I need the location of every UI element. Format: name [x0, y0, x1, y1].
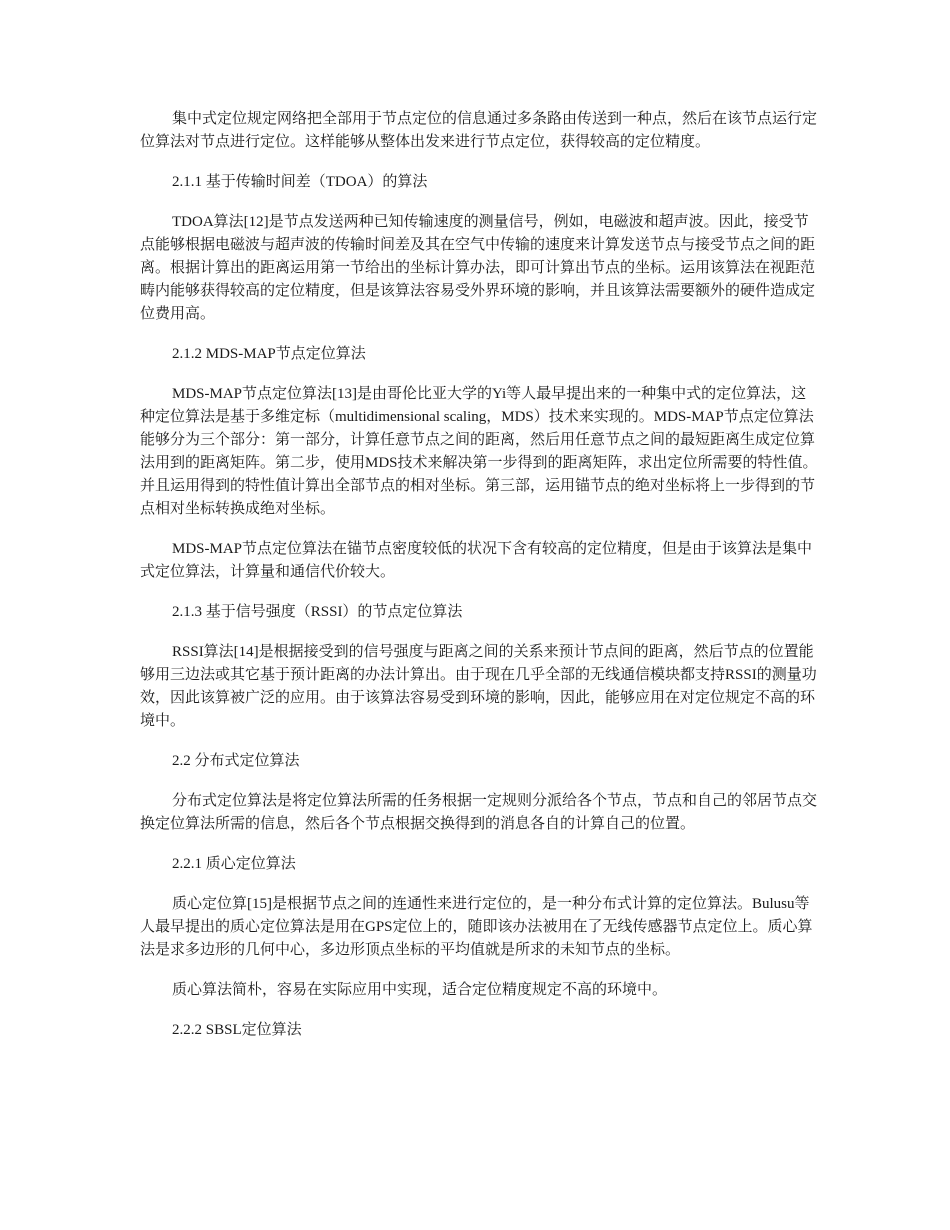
paragraph-tdoa: TDOA算法[12]是节点发送两种已知传输速度的测量信号，例如，电磁波和超声波。因此，接受节点能够根据电磁波与超声波的传输时间差及其在空气中传输的速度来计算发送节点与接受节点之间的距离。根据计算出的距离运用第一节给出的坐标计算办法，即可计算出节点的坐标。运用该算法在视距范畴内能够获得较高的定位精度，但是该算法容易受外界环境的影响，并且该算法需要额外的硬件造成定位费用高。: [140, 214, 816, 322]
section-heading-rssi: 2.1.3 基于信号强度（RSSI）的节点定位算法: [172, 604, 463, 620]
paragraph-centroid-summary: 质心算法简朴，容易在实际应用中实现，适合定位精度规定不高的环境中。: [172, 982, 668, 998]
document-page: [140, 108, 820, 1059]
section-heading-distributed: 2.2 分布式定位算法: [172, 753, 300, 769]
section-heading-mds-map: 2.1.2 MDS-MAP节点定位算法: [172, 346, 366, 362]
paragraph-distributed: 分布式定位算法是将定位算法所需的任务根据一定规则分派给各个节点，节点和自己的邻居节点交换定位算法所需的信息，然后各个节点根据交换得到的消息各自的计算自己的位置。: [140, 793, 818, 832]
paragraph-rssi: RSSI算法[14]是根据接受到的信号强度与距离之间的关系来预计节点间的距离，然后节点的位置能够用三边法或其它基于预计距离的办法计算出。由于现在几乎全部的无线通信模块都支持RSSI的测量功效，因此该算被广泛的应用。由于该算法容易受到环境的影响，因此，能够应用在对定位规定不高的环境中。: [140, 644, 817, 729]
paragraph-mds-map-steps: MDS-MAP节点定位算法[13]是由哥伦比亚大学的Yi等人最早提出来的一种集中式的定位算法，这种定位算法是基于多维定标（multidimensional scaling，MDS）技术来实现的。MDS-MAP节点定位算法能够分为三个部分：第一部分，计算任意节点之间的距离，然后用任意节点之间的最短距离生成定位算法用到的距离矩阵。第二步，使用MDS技术来解决第一步得到的距离矩阵，求出定位所需要的特性值。并且运用得到的特性值计算出全部节点的相对坐标。第三部，运用锚节点的绝对坐标将上一步得到的节点相对坐标转换成绝对坐标。: [140, 386, 818, 517]
section-heading-centroid: 2.2.1 质心定位算法: [172, 856, 296, 872]
paragraph-centroid: 质心定位算[15]是根据节点之间的连通性来进行定位的，是一种分布式计算的定位算法。Bulusu等人最早提出的质心定位算法是用在GPS定位上的，随即该办法被用在了无线传感器节点定位上。质心算法是求多边形的几何中心，多边形顶点坐标的平均值就是所求的未知节点的坐标。: [140, 896, 813, 958]
section-heading-sbsl: 2.2.2 SBSL定位算法: [172, 1022, 302, 1038]
paragraph-centralized-intro: 集中式定位规定网络把全部用于节点定位的信息通过多条路由传送到一种点，然后在该节点运行定位算法对节点进行定位。这样能够从整体出发来进行节点定位，获得较高的定位精度。: [140, 111, 818, 150]
paragraph-mds-map-summary: MDS-MAP节点定位算法在锚节点密度较低的状况下含有较高的定位精度，但是由于该算法是集中式定位算法，计算量和通信代价较大。: [140, 541, 813, 580]
section-heading-tdoa: 2.1.1 基于传输时间差（TDOA）的算法: [172, 174, 428, 190]
